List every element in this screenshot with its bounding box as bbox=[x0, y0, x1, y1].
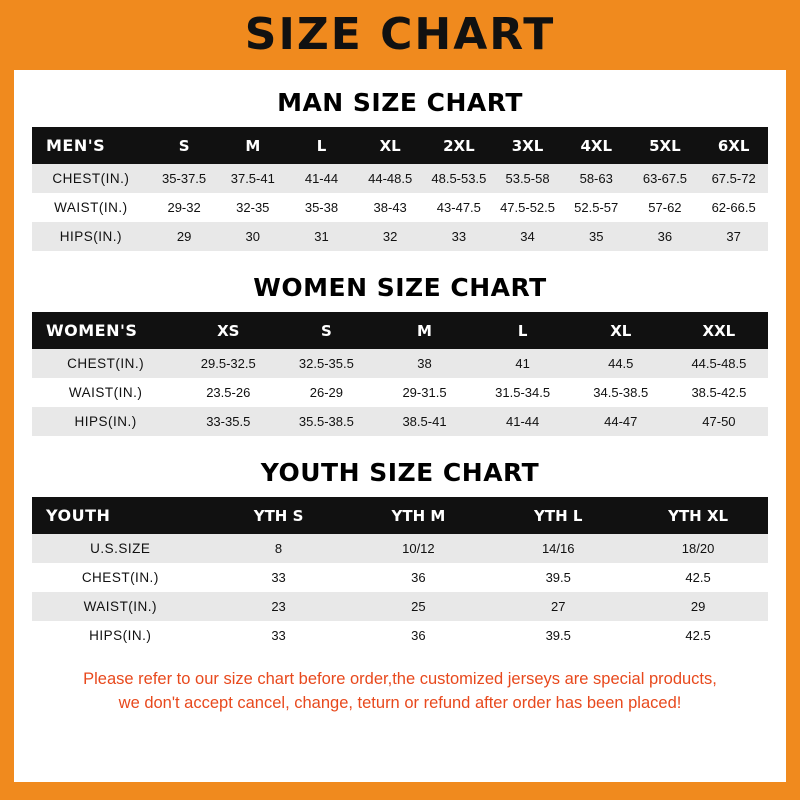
cell: 44.5 bbox=[572, 349, 670, 378]
cell: 67.5-72 bbox=[699, 164, 768, 193]
cell: 18/20 bbox=[628, 534, 768, 563]
table-women-col-1: S bbox=[277, 312, 375, 349]
cell: 41-44 bbox=[474, 407, 572, 436]
table-row bbox=[32, 563, 768, 592]
cell: 33 bbox=[209, 563, 349, 592]
cell: 29-32 bbox=[150, 193, 219, 222]
cell: 35-38 bbox=[287, 193, 356, 222]
section-title-man: MAN SIZE CHART bbox=[277, 88, 523, 117]
cell: 47-50 bbox=[670, 407, 768, 436]
cell: 14/16 bbox=[488, 534, 628, 563]
row-label: WAIST(IN.) bbox=[32, 193, 150, 222]
table-header-row bbox=[32, 497, 768, 534]
table-men-col-0: S bbox=[150, 127, 219, 164]
table-men-col-1: M bbox=[218, 127, 287, 164]
row-label: HIPS(IN.) bbox=[32, 407, 179, 436]
table-women-col-0: XS bbox=[179, 312, 277, 349]
table-men bbox=[32, 127, 768, 251]
table-men-col-7: 5XL bbox=[631, 127, 700, 164]
table-women-corner: WOMEN'S bbox=[32, 312, 179, 349]
cell: 38.5-42.5 bbox=[670, 378, 768, 407]
footer-note-line-2: we don't accept cancel, change, teturn or refund after order has been placed! bbox=[118, 693, 682, 712]
table-row bbox=[32, 407, 768, 436]
table-men-corner: MEN'S bbox=[32, 127, 150, 164]
cell: 42.5 bbox=[628, 621, 768, 650]
cell: 43-47.5 bbox=[425, 193, 494, 222]
table-row bbox=[32, 534, 768, 563]
row-label: HIPS(IN.) bbox=[32, 222, 150, 251]
table-youth-corner: YOUTH bbox=[32, 497, 209, 534]
cell: 53.5-58 bbox=[493, 164, 562, 193]
cell: 32 bbox=[356, 222, 425, 251]
cell: 48.5-53.5 bbox=[425, 164, 494, 193]
cell: 42.5 bbox=[628, 563, 768, 592]
cell: 38 bbox=[375, 349, 473, 378]
row-label: CHEST(IN.) bbox=[32, 563, 209, 592]
cell: 34.5-38.5 bbox=[572, 378, 670, 407]
cell: 8 bbox=[209, 534, 349, 563]
section-title-women: WOMEN SIZE CHART bbox=[253, 273, 547, 302]
cell: 44-47 bbox=[572, 407, 670, 436]
cell: 35.5-38.5 bbox=[277, 407, 375, 436]
cell: 25 bbox=[348, 592, 488, 621]
cell: 33-35.5 bbox=[179, 407, 277, 436]
cell: 29-31.5 bbox=[375, 378, 473, 407]
cell: 63-67.5 bbox=[631, 164, 700, 193]
cell: 31.5-34.5 bbox=[474, 378, 572, 407]
table-row bbox=[32, 592, 768, 621]
content-area bbox=[14, 88, 786, 716]
table-row bbox=[32, 193, 768, 222]
cell: 39.5 bbox=[488, 563, 628, 592]
cell: 26-29 bbox=[277, 378, 375, 407]
table-youth-head bbox=[32, 497, 768, 534]
cell: 37.5-41 bbox=[218, 164, 287, 193]
footer-note bbox=[32, 668, 768, 716]
table-youth-col-2: YTH L bbox=[488, 497, 628, 534]
cell: 44-48.5 bbox=[356, 164, 425, 193]
table-row bbox=[32, 349, 768, 378]
table-men-col-3: XL bbox=[356, 127, 425, 164]
table-men-col-4: 2XL bbox=[425, 127, 494, 164]
cell: 34 bbox=[493, 222, 562, 251]
section-youth bbox=[32, 458, 768, 650]
cell: 32.5-35.5 bbox=[277, 349, 375, 378]
row-label: WAIST(IN.) bbox=[32, 592, 209, 621]
cell: 36 bbox=[631, 222, 700, 251]
cell: 62-66.5 bbox=[699, 193, 768, 222]
row-label: WAIST(IN.) bbox=[32, 378, 179, 407]
cell: 47.5-52.5 bbox=[493, 193, 562, 222]
row-label: HIPS(IN.) bbox=[32, 621, 209, 650]
table-men-col-6: 4XL bbox=[562, 127, 631, 164]
section-women bbox=[32, 273, 768, 436]
table-women-col-3: L bbox=[474, 312, 572, 349]
footer-note-line-1: Please refer to our size chart before order,the customized jerseys are special products, bbox=[83, 670, 717, 688]
table-men-body bbox=[32, 164, 768, 251]
cell: 38-43 bbox=[356, 193, 425, 222]
table-header-row bbox=[32, 312, 768, 349]
cell: 57-62 bbox=[631, 193, 700, 222]
cell: 44.5-48.5 bbox=[670, 349, 768, 378]
table-youth-col-1: YTH M bbox=[348, 497, 488, 534]
cell: 36 bbox=[348, 621, 488, 650]
table-row bbox=[32, 621, 768, 650]
cell: 58-63 bbox=[562, 164, 631, 193]
table-youth-col-3: YTH XL bbox=[628, 497, 768, 534]
table-women bbox=[32, 312, 768, 436]
cell: 27 bbox=[488, 592, 628, 621]
cell: 35-37.5 bbox=[150, 164, 219, 193]
cell: 29 bbox=[150, 222, 219, 251]
footer-bar bbox=[0, 782, 800, 800]
table-header-row bbox=[32, 127, 768, 164]
cell: 33 bbox=[425, 222, 494, 251]
table-women-col-4: XL bbox=[572, 312, 670, 349]
cell: 36 bbox=[348, 563, 488, 592]
table-women-col-2: M bbox=[375, 312, 473, 349]
row-label: U.S.SIZE bbox=[32, 534, 209, 563]
table-youth-body bbox=[32, 534, 768, 650]
section-title-youth: YOUTH SIZE CHART bbox=[260, 458, 540, 487]
cell: 29.5-32.5 bbox=[179, 349, 277, 378]
cell: 41-44 bbox=[287, 164, 356, 193]
cell: 35 bbox=[562, 222, 631, 251]
cell: 52.5-57 bbox=[562, 193, 631, 222]
cell: 23 bbox=[209, 592, 349, 621]
section-man bbox=[32, 88, 768, 251]
cell: 37 bbox=[699, 222, 768, 251]
table-men-col-2: L bbox=[287, 127, 356, 164]
cell: 33 bbox=[209, 621, 349, 650]
header-banner bbox=[0, 0, 800, 70]
table-row bbox=[32, 222, 768, 251]
table-women-body bbox=[32, 349, 768, 436]
cell: 39.5 bbox=[488, 621, 628, 650]
table-row bbox=[32, 378, 768, 407]
table-men-col-5: 3XL bbox=[493, 127, 562, 164]
table-youth bbox=[32, 497, 768, 650]
cell: 32-35 bbox=[218, 193, 287, 222]
row-label: CHEST(IN.) bbox=[32, 164, 150, 193]
table-women-col-5: XXL bbox=[670, 312, 768, 349]
table-youth-col-0: YTH S bbox=[209, 497, 349, 534]
row-label: CHEST(IN.) bbox=[32, 349, 179, 378]
cell: 41 bbox=[474, 349, 572, 378]
cell: 29 bbox=[628, 592, 768, 621]
cell: 30 bbox=[218, 222, 287, 251]
cell: 31 bbox=[287, 222, 356, 251]
page-title: SIZE CHART bbox=[244, 9, 556, 60]
cell: 38.5-41 bbox=[375, 407, 473, 436]
cell: 10/12 bbox=[348, 534, 488, 563]
table-women-head bbox=[32, 312, 768, 349]
table-men-head bbox=[32, 127, 768, 164]
table-men-col-8: 6XL bbox=[699, 127, 768, 164]
table-row bbox=[32, 164, 768, 193]
cell: 23.5-26 bbox=[179, 378, 277, 407]
